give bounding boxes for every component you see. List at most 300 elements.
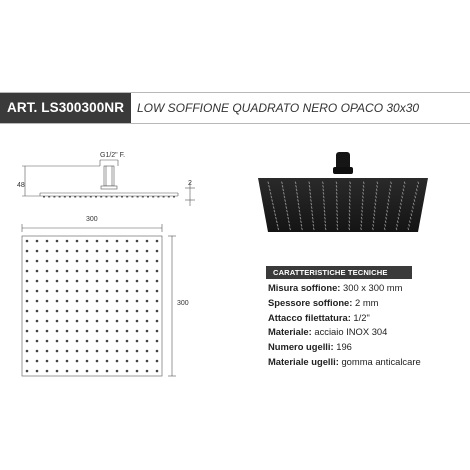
nozzle-dot (96, 250, 99, 253)
photo-nozzle (297, 196, 298, 198)
nozzle-dot (56, 320, 59, 323)
nozzle-dot (56, 250, 59, 253)
nozzle-dot (26, 330, 29, 333)
photo-nozzle (363, 182, 364, 184)
nozzle-dot (36, 370, 39, 373)
photo-nozzle (389, 193, 390, 195)
photo-nozzle (374, 214, 375, 216)
nozzle-dot (26, 320, 29, 323)
nozzle-dot (46, 300, 49, 303)
photo-nozzle (413, 203, 414, 205)
thickness-label: 2 (188, 180, 192, 187)
photo-nozzle (277, 224, 278, 226)
photo-nozzle (282, 186, 283, 188)
nozzle-dot (26, 310, 29, 313)
nozzle-dot (116, 330, 119, 333)
nozzle-dot (76, 360, 79, 363)
nozzle-dot (106, 250, 109, 253)
nozzle-dot (56, 260, 59, 263)
photo-nozzle (311, 203, 312, 205)
photo-nozzle (313, 224, 314, 226)
nozzle-dot (136, 240, 139, 243)
side-nozzle (116, 196, 118, 198)
nozzle-dot (156, 280, 159, 283)
nozzle-dot (116, 240, 119, 243)
nozzle-dot (146, 300, 149, 303)
nozzle-dot (56, 290, 59, 293)
nozzle-dot (136, 370, 139, 373)
photo-nozzle (289, 224, 290, 226)
photo-nozzle (416, 193, 417, 195)
nozzle-dot (116, 300, 119, 303)
photo-nozzle (375, 207, 376, 209)
nozzle-dot (26, 260, 29, 263)
photo-nozzle (323, 196, 324, 198)
photo-nozzle (301, 221, 302, 223)
photo-nozzle (310, 189, 311, 191)
nozzle-dot (146, 360, 149, 363)
nozzle-dot (86, 330, 89, 333)
nozzle-dot (76, 240, 79, 243)
nozzle-dot (36, 360, 39, 363)
photo-nozzle (349, 200, 350, 202)
spec-label: Numero ugelli: (268, 341, 334, 353)
spec-label: Materiale ugelli: (268, 355, 339, 367)
photo-nozzle (312, 217, 313, 219)
nozzle-dot (66, 350, 69, 353)
nozzle-dot (126, 310, 129, 313)
photo-nozzle (324, 210, 325, 212)
side-nozzle (43, 196, 45, 198)
nozzle-dot (26, 340, 29, 343)
photo-nozzle (286, 207, 287, 209)
photo-nozzle (410, 217, 411, 219)
photo-nozzle (278, 228, 279, 230)
nozzle-dot (26, 350, 29, 353)
photo-nozzle (349, 207, 350, 209)
nozzle-dot (96, 260, 99, 263)
photo-nozzle (388, 203, 389, 205)
photo-nozzle (349, 203, 350, 205)
nozzle-dot (36, 310, 39, 313)
nozzle-dot (36, 290, 39, 293)
photo-nozzle (350, 193, 351, 195)
nozzle-dot (126, 340, 129, 343)
nozzle-dot (76, 290, 79, 293)
photo-nozzle (298, 200, 299, 202)
nozzle-dot (46, 330, 49, 333)
nozzle-dot (156, 290, 159, 293)
nozzle-dot (86, 360, 89, 363)
nozzle-dot (136, 280, 139, 283)
photo-nozzle (374, 217, 375, 219)
side-nozzle (121, 196, 123, 198)
nozzle-dot (36, 260, 39, 263)
photo-nozzle (323, 182, 324, 184)
nozzle-dot (86, 340, 89, 343)
nozzle-dot (46, 290, 49, 293)
spec-label: Attacco filettatura: (268, 311, 351, 323)
nozzle-dot (36, 300, 39, 303)
nozzle-dot (156, 270, 159, 273)
nozzle-dot (26, 290, 29, 293)
connector-nut (333, 167, 353, 174)
nozzle-dot (66, 290, 69, 293)
photo-nozzle (324, 207, 325, 209)
photo-nozzle (411, 214, 412, 216)
photo-nozzle (311, 207, 312, 209)
nozzle-dot (106, 320, 109, 323)
photo-nozzle (310, 196, 311, 198)
side-nozzle (105, 196, 107, 198)
nozzle-dot (156, 240, 159, 243)
nozzle-dot (146, 320, 149, 323)
nozzle-dot (36, 330, 39, 333)
photo-nozzle (373, 228, 374, 230)
nozzle-dot (156, 320, 159, 323)
nozzle-dot (76, 370, 79, 373)
nozzle-dot (96, 240, 99, 243)
nozzle-dot (86, 320, 89, 323)
photo-nozzle (386, 214, 387, 216)
photo-nozzle (337, 221, 338, 223)
nozzle-dot (106, 290, 109, 293)
photo-nozzle (274, 210, 275, 212)
nozzle-dot (56, 340, 59, 343)
nozzle-dot (156, 250, 159, 253)
spec-row (268, 325, 412, 340)
photo-nozzle (273, 203, 274, 205)
photo-nozzle (300, 217, 301, 219)
photo-nozzle (387, 210, 388, 212)
nozzle-dot (66, 320, 69, 323)
photo-nozzle (384, 228, 385, 230)
photo-nozzle (290, 228, 291, 230)
photo-nozzle (323, 189, 324, 191)
nozzle-dot (156, 350, 159, 353)
photo-nozzle (276, 217, 277, 219)
nozzle-dot (116, 350, 119, 353)
nozzle-dot (56, 280, 59, 283)
photo-nozzle (296, 189, 297, 191)
nozzle-dot (156, 370, 159, 373)
nozzle-dot (156, 330, 159, 333)
photo-nozzle (412, 210, 413, 212)
nozzle-dot (146, 330, 149, 333)
photo-nozzle (361, 224, 362, 226)
nozzle-dot (106, 370, 109, 373)
nozzle-dot (36, 320, 39, 323)
nozzle-dot (86, 290, 89, 293)
photo-nozzle (300, 214, 301, 216)
photo-nozzle (284, 196, 285, 198)
side-nozzle (90, 196, 92, 198)
photo-nozzle (337, 207, 338, 209)
nozzle-dot (76, 340, 79, 343)
photo-nozzle (387, 207, 388, 209)
side-view (22, 160, 195, 206)
photo-nozzle (376, 196, 377, 198)
nozzle-dot (116, 360, 119, 363)
nozzle-dot (96, 360, 99, 363)
photo-nozzle (397, 224, 398, 226)
nozzle-dot (46, 370, 49, 373)
photo-nozzle (399, 210, 400, 212)
photo-nozzle (402, 196, 403, 198)
photo-nozzle (362, 203, 363, 205)
nozzle-dot (76, 250, 79, 253)
nozzle-dot (26, 250, 29, 253)
nozzle-dot (26, 370, 29, 373)
photo-nozzle (350, 189, 351, 191)
side-nozzle (152, 196, 154, 198)
nozzle-dot (116, 250, 119, 253)
photo-nozzle (336, 186, 337, 188)
side-nozzle (131, 196, 133, 198)
photo-nozzle (409, 224, 410, 226)
photo-nozzle (349, 224, 350, 226)
photo-nozzle (377, 182, 378, 184)
photo-nozzle (413, 207, 414, 209)
photo-nozzle (373, 221, 374, 223)
photo-nozzle (408, 228, 409, 230)
nozzle-dot (136, 260, 139, 263)
nozzle-dot (56, 240, 59, 243)
side-nozzle (142, 196, 144, 198)
nozzle-dot (86, 270, 89, 273)
spec-row (268, 355, 421, 370)
side-nozzle (48, 196, 50, 198)
photo-nozzle (283, 189, 284, 191)
spec-row (268, 340, 412, 355)
photo-nozzle (350, 196, 351, 198)
nozzle-dot (36, 350, 39, 353)
nozzle-dot (36, 240, 39, 243)
nozzle-dot (46, 250, 49, 253)
photo-nozzle (373, 224, 374, 226)
nozzle-dot (126, 370, 129, 373)
nozzle-dot (116, 290, 119, 293)
side-nozzle (53, 196, 55, 198)
photo-nozzle (310, 193, 311, 195)
nozzle-dot (96, 300, 99, 303)
side-nozzle (168, 196, 170, 198)
photo-nozzle (410, 221, 411, 223)
nozzle-dot (126, 240, 129, 243)
nozzle-dot (96, 350, 99, 353)
photo-nozzle (324, 214, 325, 216)
photo-nozzle (404, 182, 405, 184)
photo-nozzle (390, 189, 391, 191)
nozzle-dot (136, 270, 139, 273)
photo-nozzle (404, 186, 405, 188)
side-nozzle (111, 196, 113, 198)
photo-nozzle (418, 182, 419, 184)
nozzle-dot (96, 290, 99, 293)
nozzle-dot (116, 260, 119, 263)
nozzle-dot (106, 330, 109, 333)
spec-value: acciaio INOX 304 (311, 326, 388, 338)
nozzle-dot (126, 300, 129, 303)
photo-nozzle (388, 200, 389, 202)
photo-nozzle (289, 221, 290, 223)
photo-nozzle (323, 193, 324, 195)
photo-nozzle (269, 186, 270, 188)
nozzle-grid (26, 240, 159, 373)
spec-label: Spessore soffione: (268, 296, 353, 308)
photo-nozzle (276, 221, 277, 223)
photo-nozzle (337, 214, 338, 216)
nozzle-dot (66, 270, 69, 273)
nozzle-dot (46, 260, 49, 263)
nozzle-dot (86, 240, 89, 243)
photo-nozzle (397, 221, 398, 223)
nozzle-dot (86, 370, 89, 373)
photo-nozzle (376, 193, 377, 195)
side-nozzle (79, 196, 81, 198)
width-label: 300 (86, 216, 98, 223)
nozzle-dot (106, 300, 109, 303)
nozzle-dot (126, 280, 129, 283)
nozzle-dot (46, 360, 49, 363)
photo-nozzle (363, 196, 364, 198)
nozzle-dot (96, 310, 99, 313)
nozzle-dot (106, 310, 109, 313)
photo-nozzle (273, 207, 274, 209)
side-nozzle (74, 196, 76, 198)
spec-value: 1/2" (350, 311, 370, 323)
photo-nozzle (298, 203, 299, 205)
photo-nozzle (337, 203, 338, 205)
photo-nozzle (309, 186, 310, 188)
photo-nozzle (287, 214, 288, 216)
nozzle-dot (66, 330, 69, 333)
nozzle-dot (96, 280, 99, 283)
nozzle-dot (96, 340, 99, 343)
photo-nozzle (417, 186, 418, 188)
nozzle-dot (66, 300, 69, 303)
nozzle-dot (76, 310, 79, 313)
nozzle-dot (86, 310, 89, 313)
photo-nozzle (389, 196, 390, 198)
photo-nozzle (377, 186, 378, 188)
photo-nozzle (282, 182, 283, 184)
photo-nozzle (399, 214, 400, 216)
nozzle-dot (46, 280, 49, 283)
nozzle-dot (56, 330, 59, 333)
nozzle-dot (136, 320, 139, 323)
photo-nozzle (386, 217, 387, 219)
nozzle-dot (156, 260, 159, 263)
photo-nozzle (271, 196, 272, 198)
nozzle-dot (146, 370, 149, 373)
specs-panel (266, 266, 421, 370)
photo-nozzle (297, 193, 298, 195)
side-nozzle (69, 196, 71, 198)
nozzle-dot (126, 320, 129, 323)
nozzle-dot (126, 290, 129, 293)
nozzle-dot (146, 260, 149, 263)
spec-label: Misura soffione: (268, 282, 341, 293)
nozzle-dot (136, 310, 139, 313)
photo-nozzle (311, 200, 312, 202)
nozzle-dot (146, 240, 149, 243)
nozzle-dot (76, 270, 79, 273)
photo-nozzle (337, 217, 338, 219)
photo-nozzle (275, 214, 276, 216)
spec-value: gomma anticalcare (338, 355, 421, 367)
photo-nozzle (337, 210, 338, 212)
nozzle-dot (26, 300, 29, 303)
photo-nozzle (401, 200, 402, 202)
side-nozzle (157, 196, 159, 198)
nozzle-dot (96, 270, 99, 273)
photo-nozzle (270, 189, 271, 191)
nozzle-dot (36, 340, 39, 343)
nozzle-dot (116, 310, 119, 313)
photo-nozzle (337, 200, 338, 202)
specs-title: CARATTERISTICHE TECNICHE (266, 266, 412, 279)
nozzle-dot (136, 300, 139, 303)
spec-value: 196 (333, 341, 352, 353)
side-nozzle (85, 196, 87, 198)
side-nozzle (59, 196, 61, 198)
photo-nozzle (362, 214, 363, 216)
photo-nozzle (325, 224, 326, 226)
spec-value: 300 x 300 mm (340, 282, 403, 293)
nozzle-dot (146, 350, 149, 353)
nozzle-dot (146, 270, 149, 273)
nozzle-dot (36, 270, 39, 273)
nozzle-dot (136, 290, 139, 293)
nozzle-dot (136, 330, 139, 333)
photo-nozzle (325, 217, 326, 219)
photo-nozzle (375, 200, 376, 202)
shower-plate (258, 178, 428, 232)
nozzle-dot (146, 280, 149, 283)
photo-nozzle (325, 228, 326, 230)
nozzle-dot (116, 270, 119, 273)
photo-nozzle (336, 182, 337, 184)
photo-nozzle (299, 207, 300, 209)
nozzle-dot (66, 360, 69, 363)
nozzle-dot (116, 370, 119, 373)
nozzle-dot (56, 370, 59, 373)
nozzle-dot (36, 280, 39, 283)
title-bar (0, 92, 470, 124)
spec-row (268, 281, 412, 296)
top-view (22, 224, 176, 376)
side-nozzle (126, 196, 128, 198)
nozzle-dot (146, 340, 149, 343)
photo-nozzle (363, 193, 364, 195)
photo-nozzle (337, 224, 338, 226)
photo-nozzle (312, 214, 313, 216)
nozzle-dot (106, 260, 109, 263)
nozzle-dot (76, 260, 79, 263)
photo-nozzle (402, 193, 403, 195)
photo-nozzle (385, 224, 386, 226)
nozzle-dot (126, 260, 129, 263)
nozzle-dot (126, 350, 129, 353)
nozzle-dot (46, 310, 49, 313)
nozzle-dot (86, 300, 89, 303)
photo-nozzle (363, 189, 364, 191)
photo-nozzle (324, 200, 325, 202)
nozzle-dot (56, 350, 59, 353)
nozzle-dot (146, 290, 149, 293)
nozzle-dot (56, 300, 59, 303)
